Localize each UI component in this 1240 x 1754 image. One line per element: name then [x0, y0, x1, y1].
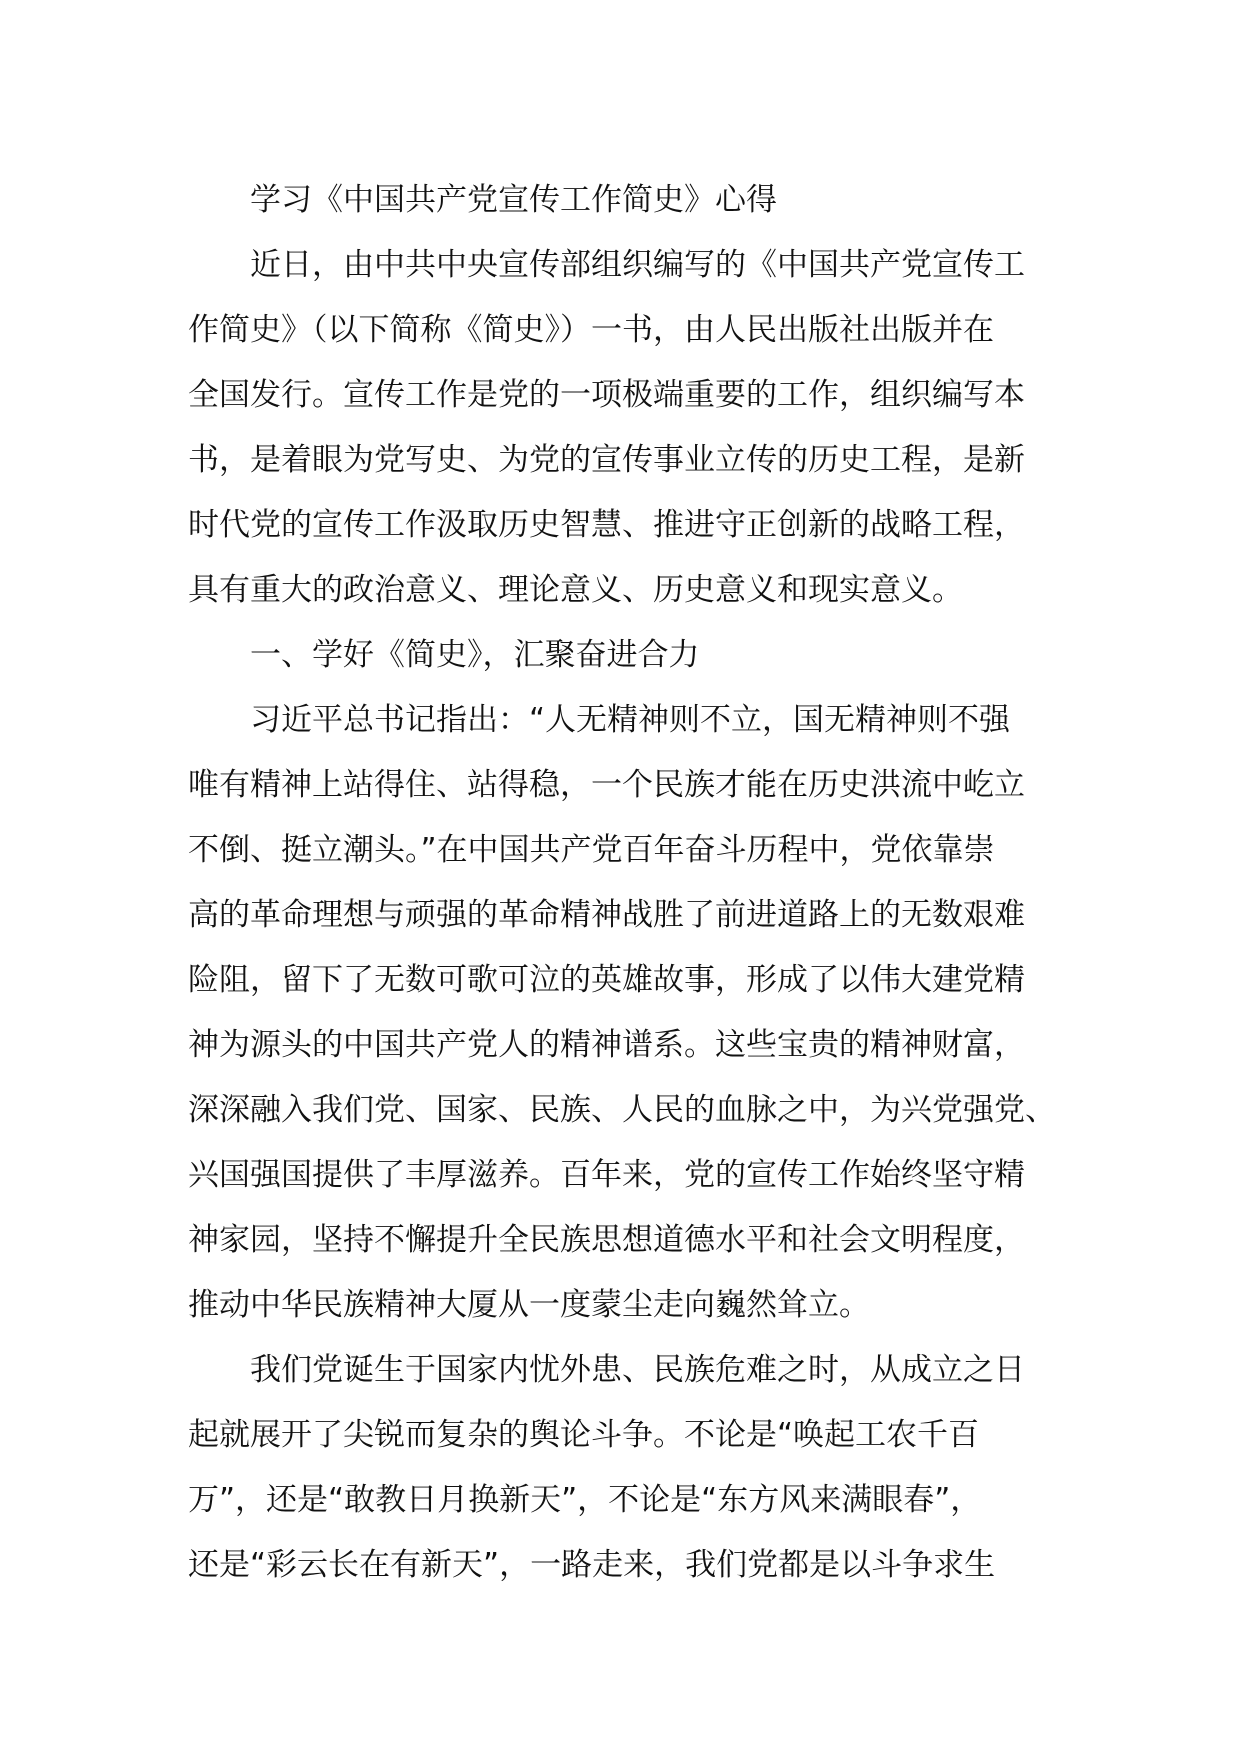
- paragraph-line: 兴国强国提供了丰厚滋养。百年来，党的宣传工作始终坚守精: [188, 1157, 1025, 1193]
- paragraph-line: 不倒、挺立潮头。”在中国共产党百年奋斗历程中，党依靠崇: [188, 832, 995, 868]
- paragraph-line: 习近平总书记指出：“人无精神则不立，国无精神则不强: [250, 702, 1011, 738]
- paragraph-line: 时代党的宣传工作汲取历史智慧、推进守正创新的战略工程，: [188, 507, 1025, 543]
- paragraph-line: 险阻，留下了无数可歌可泣的英雄故事，形成了以伟大建党精: [188, 962, 1025, 998]
- paragraph-line: 书，是着眼为党写史、为党的宣传事业立传的历史工程，是新: [188, 442, 1025, 478]
- document-body: [188, 168, 1058, 1598]
- paragraph-line: 近日，由中共中央宣传部组织编写的《中国共产党宣传工: [250, 247, 1025, 283]
- paragraph-line: 万”，还是“敢教日月换新天”，不论是“东方风来满眼春”，: [188, 1482, 982, 1518]
- paragraph-line: 具有重大的政治意义、理论意义、历史意义和现实意义。: [188, 572, 963, 608]
- paragraph-line: 作简史》（以下简称《简史》）一书，由人民出版社出版并在: [188, 312, 994, 348]
- document-title: 学习《中国共产党宣传工作简史》心得: [250, 182, 777, 218]
- paragraph-line: 唯有精神上站得住、站得稳，一个民族才能在历史洪流中屹立: [188, 767, 1025, 803]
- paragraph-line: 我们党诞生于国家内忧外患、民族危难之时，从成立之日: [250, 1352, 1025, 1388]
- paragraph-2: [188, 688, 1058, 1338]
- paragraph-line: 还是“彩云长在有新天”，一路走来，我们党都是以斗争求生: [188, 1547, 996, 1583]
- paragraph-line: 深深融入我们党、国家、民族、人民的血脉之中，为兴党强党、: [188, 1092, 1056, 1128]
- paragraph-line: 神为源头的中国共产党人的精神谱系。这些宝贵的精神财富，: [188, 1027, 1025, 1063]
- section-heading-1: 一、学好《简史》，汇聚奋进合力: [250, 637, 700, 673]
- paragraph-line: 高的革命理想与顽强的革命精神战胜了前进道路上的无数艰难: [188, 897, 1025, 933]
- paragraph-line: 全国发行。宣传工作是党的一项极端重要的工作，组织编写本: [188, 377, 1025, 413]
- paragraph-line: 推动中华民族精神大厦从一度蒙尘走向巍然耸立。: [188, 1287, 870, 1323]
- paragraph-1: [188, 233, 1058, 623]
- paragraph-line: 起就展开了尖锐而复杂的舆论斗争。不论是“唤起工农千百: [188, 1417, 980, 1453]
- paragraph-line: 神家园，坚持不懈提升全民族思想道德水平和社会文明程度，: [188, 1222, 1025, 1258]
- paragraph-3: [188, 1338, 1058, 1598]
